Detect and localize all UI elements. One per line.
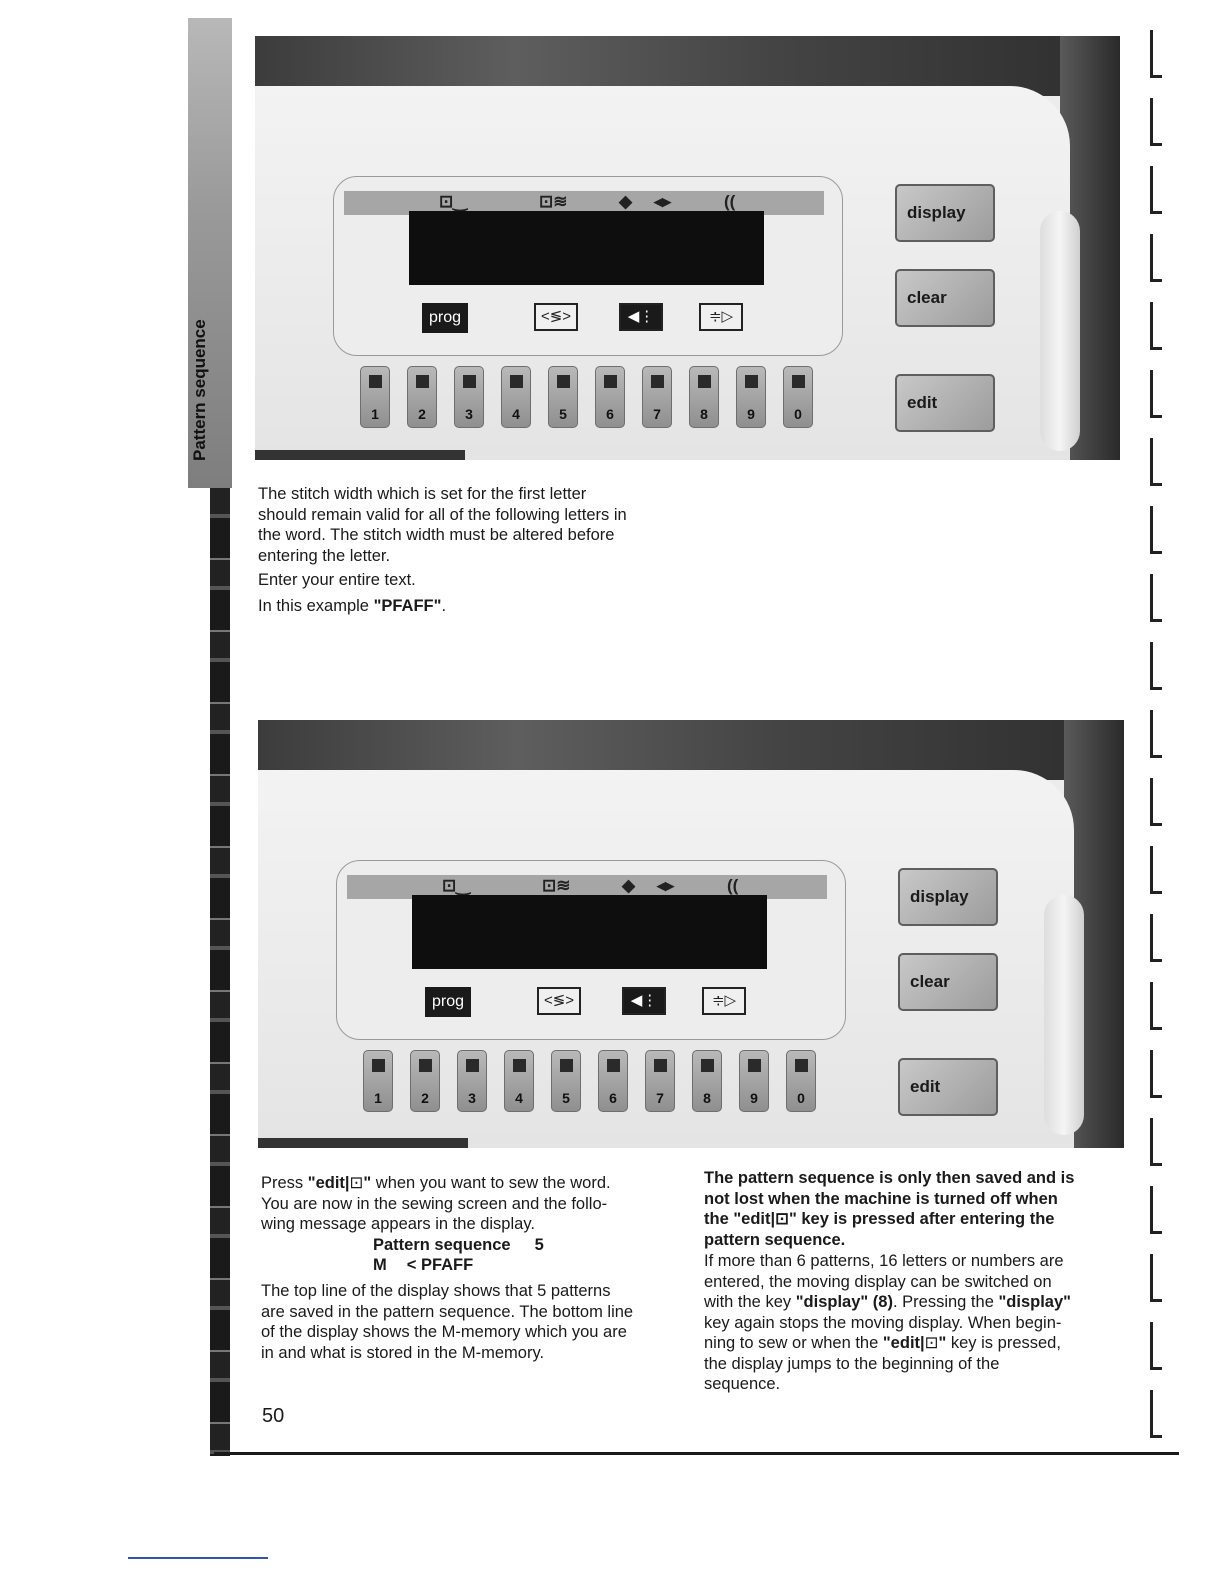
prog-key: prog — [422, 303, 468, 333]
sew-screen-icon: ⊡ — [924, 1334, 939, 1352]
mirror-symbol-icon: ◀⋮ — [619, 303, 663, 331]
width-symbol-icon: <≶> — [534, 303, 578, 331]
mirror-symbol-icon: ◀⋮ — [622, 987, 666, 1015]
edit-button: edit — [898, 1058, 998, 1116]
intro-paragraph: The stitch width which is set for the first letter should remain valid for all of the following letters in the word. The stitch width must be altered before entering the letter. — [258, 485, 627, 565]
display-description: The top line of the display shows that 5 patterns are saved in the pattern sequence. The bottom line of the display shows the M-memory which you are in and what is stored in the M-memory. — [261, 1282, 634, 1362]
number-keys: 1 2 3 4 5 6 7 8 9 0 — [360, 366, 830, 436]
icon-strip: ⊡‿ ⊡≋ ◆ ◂▸ (( — [344, 191, 824, 215]
save-note-paragraph: The pattern sequence is only then saved and is not lost when the machine is turned off when the "edit|⊡" key is pressed after entering the pattern sequence. — [704, 1169, 1075, 1249]
press-edit-paragraph: Press "edit|⊡" when you want to sew the word. You are now in the sewing screen and the follo- wing message appears in the display. — [261, 1174, 611, 1233]
display-panel — [336, 860, 846, 1040]
width-symbol-icon: <≶> — [537, 987, 581, 1015]
example-line: In this example "PFAFF". — [258, 597, 447, 615]
icon-strip: ⊡‿ ⊡≋ ◆ ◂▸ (( — [347, 875, 827, 899]
number-keys: 1 2 3 4 5 6 7 8 9 0 — [363, 1050, 833, 1120]
binding-strip — [210, 488, 230, 1456]
length-symbol-icon: ≑▷ — [702, 987, 746, 1015]
display-panel — [333, 176, 843, 356]
bottom-rule — [214, 1452, 1179, 1455]
prog-key: prog — [425, 987, 471, 1017]
machine-photo-1 — [255, 36, 1120, 460]
lcd-screen — [412, 895, 767, 969]
edit-button: edit — [895, 374, 995, 432]
moving-display-paragraph: If more than 6 patterns, 16 letters or numbers are entered, the moving display can be switched on with the key "display" (8). Pressing the "display" key again stops the moving display. When begin- ning to sew or when the "edit|⊡" key is pressed, the display jumps to the beginning of the sequence. — [704, 1252, 1071, 1393]
clear-button: clear — [898, 953, 998, 1011]
display-message-line-1: Pattern sequence 5 — [373, 1236, 544, 1254]
enter-text-line: Enter your entire text. — [258, 571, 416, 589]
footer-line — [128, 1557, 268, 1559]
sew-screen-icon: ⊡ — [349, 1174, 364, 1192]
display-button: display — [895, 184, 995, 242]
sew-screen-icon: ⊡ — [775, 1210, 789, 1228]
machine-photo-2 — [258, 720, 1124, 1148]
display-button: display — [898, 868, 998, 926]
page-number: 50 — [262, 1405, 285, 1427]
side-tab-label: Pattern sequence — [190, 319, 209, 461]
clear-button: clear — [895, 269, 995, 327]
lcd-screen — [409, 211, 764, 285]
display-message-line-2: M < PFAFF — [373, 1256, 474, 1274]
length-symbol-icon: ≑▷ — [699, 303, 743, 331]
